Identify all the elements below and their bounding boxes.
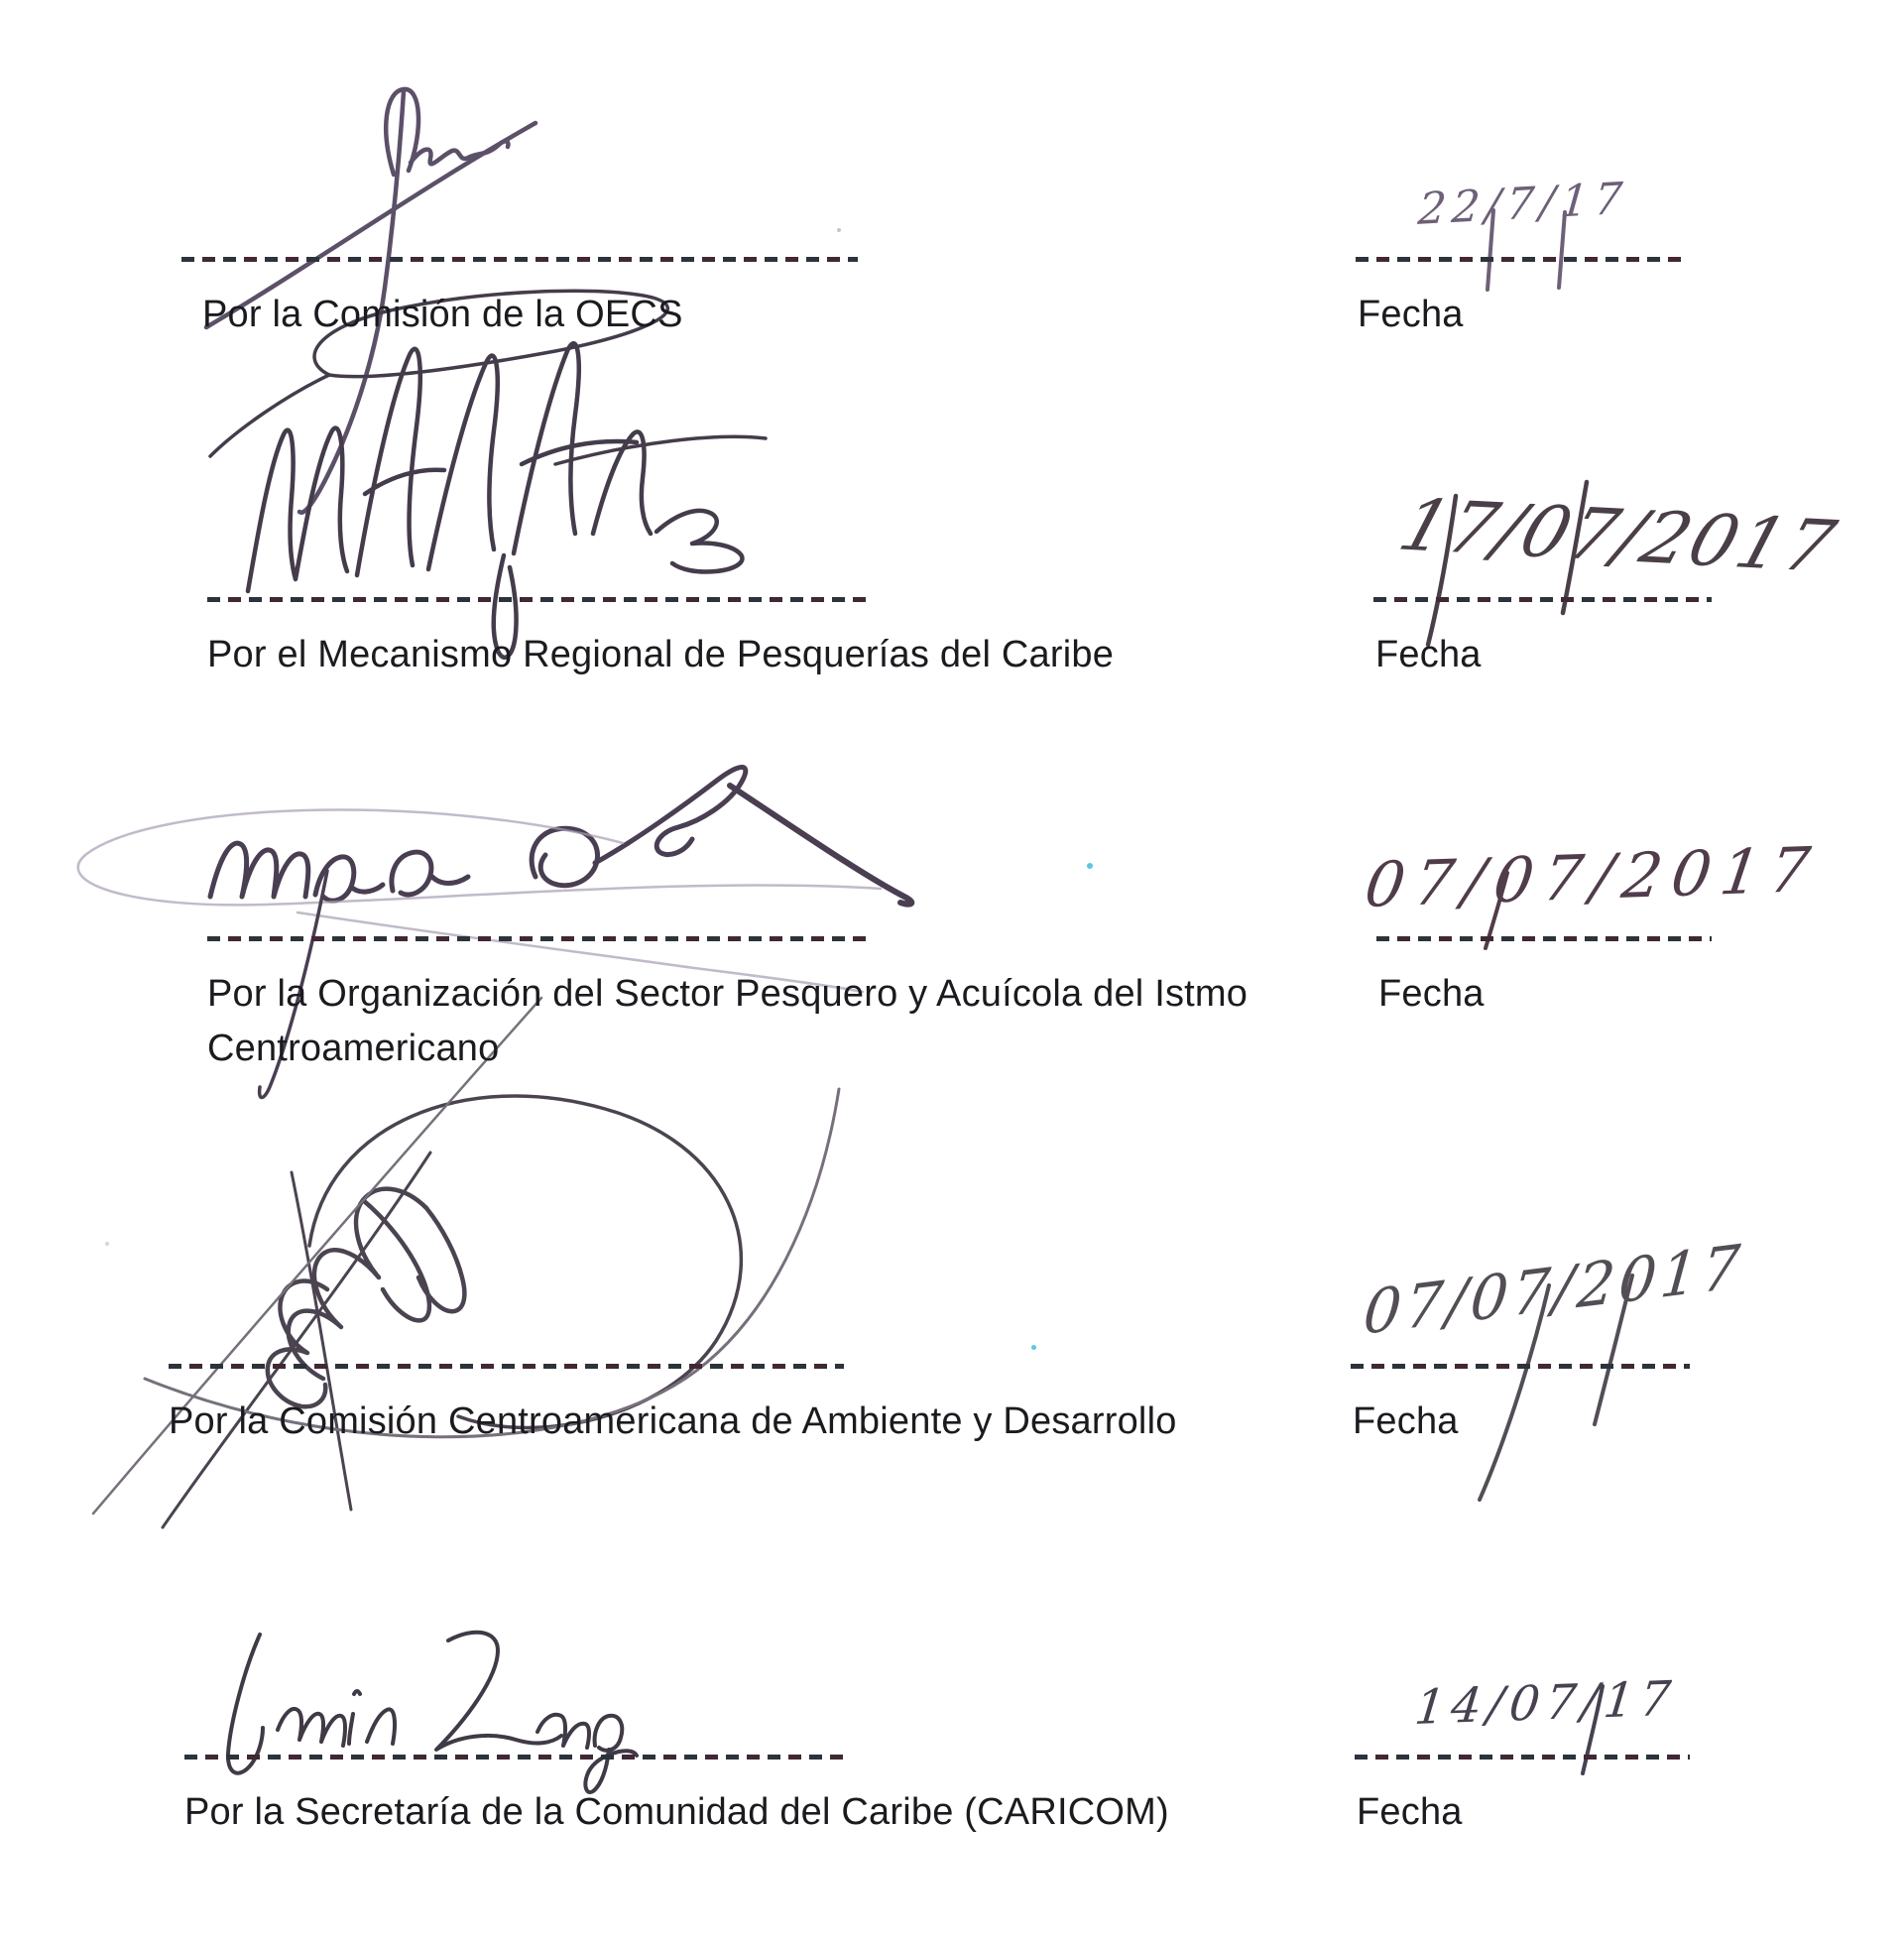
date-line bbox=[1373, 597, 1712, 602]
date-line bbox=[1356, 257, 1686, 262]
fecha-label: Fecha bbox=[1358, 294, 1464, 335]
date-line bbox=[1355, 1755, 1690, 1760]
handwritten-date: 07/07/2017 bbox=[1361, 832, 1825, 921]
scan-artifact bbox=[105, 1242, 109, 1246]
handwritten-date: 07/07/2017 bbox=[1361, 1231, 1747, 1349]
party-label: Por la Secretaría de la Comunidad del Caribe (CARICOM) bbox=[184, 1791, 1169, 1833]
fecha-label: Fecha bbox=[1353, 1400, 1459, 1442]
party-label: Por la Organización del Sector Pesquero y Acuícola del Istmo Centroamericano bbox=[207, 973, 1249, 1070]
fecha-label: Fecha bbox=[1378, 973, 1485, 1015]
scan-artifact bbox=[1031, 1345, 1036, 1350]
signature-crfm-scribble bbox=[210, 291, 766, 658]
signature-line bbox=[181, 257, 858, 262]
handwritten-date: 14/07/17 bbox=[1412, 1670, 1680, 1736]
scan-artifact bbox=[837, 228, 841, 232]
scan-artifact bbox=[1087, 863, 1093, 869]
signature-line bbox=[207, 936, 869, 941]
fecha-label: Fecha bbox=[1357, 1791, 1463, 1833]
fecha-label: Fecha bbox=[1375, 634, 1482, 675]
party-label: Por la Comisión de la OECS bbox=[202, 294, 683, 335]
signature-line bbox=[184, 1755, 845, 1760]
date-line bbox=[1376, 936, 1712, 941]
signature-caricom-scribble bbox=[228, 1633, 637, 1792]
handwritten-date: 22/7/17 bbox=[1416, 173, 1630, 235]
party-label: Por el Mecanismo Regional de Pesquerías del Caribe bbox=[207, 634, 1115, 675]
date-line bbox=[1351, 1364, 1690, 1369]
signature-line bbox=[207, 597, 873, 602]
party-label: Por la Comisión Centroamericana de Ambiente y Desarrollo bbox=[169, 1400, 1177, 1442]
handwritten-date: 17/07/2017 bbox=[1390, 483, 1846, 588]
signature-line bbox=[169, 1364, 844, 1369]
